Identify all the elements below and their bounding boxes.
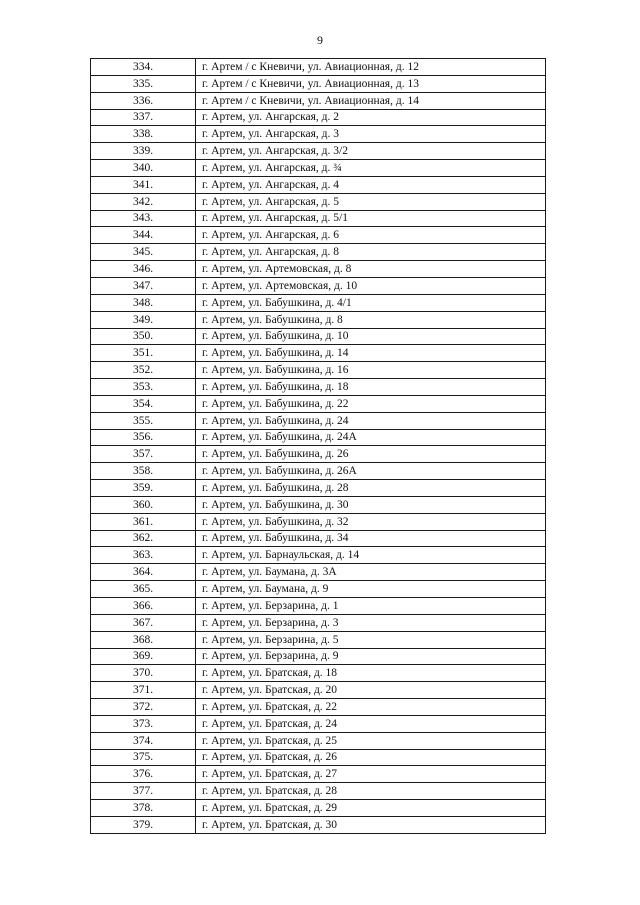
row-number: 335. <box>91 75 196 92</box>
table-row <box>91 648 546 665</box>
row-address: г. Артем, ул. Братская, д. 20 <box>196 682 546 699</box>
table-row <box>91 614 546 631</box>
row-address: г. Артем, ул. Бабушкина, д. 24 <box>196 412 546 429</box>
table-row <box>91 665 546 682</box>
table-row <box>91 362 546 379</box>
row-address: г. Артем, ул. Бабушкина, д. 26 <box>196 446 546 463</box>
row-number: 340. <box>91 160 196 177</box>
row-address: г. Артем, ул. Бабушкина, д. 30 <box>196 496 546 513</box>
row-number: 339. <box>91 143 196 160</box>
table-row <box>91 513 546 530</box>
table-row <box>91 176 546 193</box>
row-address: г. Артем, ул. Братская, д. 29 <box>196 800 546 817</box>
row-address: г. Артем, ул. Бабушкина, д. 16 <box>196 362 546 379</box>
row-number: 349. <box>91 311 196 328</box>
table-row <box>91 311 546 328</box>
address-table-body <box>91 59 546 834</box>
row-address: г. Артем, ул. Барнаульская, д. 14 <box>196 547 546 564</box>
table-row <box>91 463 546 480</box>
table-row <box>91 379 546 396</box>
table-row <box>91 564 546 581</box>
row-number: 365. <box>91 581 196 598</box>
table-row <box>91 699 546 716</box>
row-number: 346. <box>91 261 196 278</box>
row-number: 360. <box>91 496 196 513</box>
table-row <box>91 143 546 160</box>
row-address: г. Артем, ул. Бабушкина, д. 32 <box>196 513 546 530</box>
row-address: г. Артем, ул. Бабушкина, д. 26А <box>196 463 546 480</box>
row-address: г. Артем, ул. Братская, д. 22 <box>196 699 546 716</box>
row-address: г. Артем, ул. Бабушкина, д. 14 <box>196 345 546 362</box>
row-address: г. Артем, ул. Ангарская, д. 3/2 <box>196 143 546 160</box>
table-row <box>91 126 546 143</box>
row-number: 343. <box>91 210 196 227</box>
row-address: г. Артем, ул. Бабушкина, д. 24А <box>196 429 546 446</box>
row-number: 373. <box>91 715 196 732</box>
row-number: 376. <box>91 766 196 783</box>
row-address: г. Артем, ул. Братская, д. 25 <box>196 732 546 749</box>
row-address: г. Артем, ул. Берзарина, д. 5 <box>196 631 546 648</box>
row-number: 369. <box>91 648 196 665</box>
table-row <box>91 715 546 732</box>
row-number: 357. <box>91 446 196 463</box>
row-number: 378. <box>91 800 196 817</box>
row-number: 367. <box>91 614 196 631</box>
row-address: г. Артем / с Кневичи, ул. Авиационная, д. 13 <box>196 75 546 92</box>
row-address: г. Артем, ул. Артемовская, д. 8 <box>196 261 546 278</box>
row-number: 356. <box>91 429 196 446</box>
row-number: 364. <box>91 564 196 581</box>
row-address: г. Артем, ул. Ангарская, д. ¾ <box>196 160 546 177</box>
row-number: 347. <box>91 277 196 294</box>
row-address: г. Артем, ул. Ангарская, д. 4 <box>196 176 546 193</box>
table-row <box>91 547 546 564</box>
table-row <box>91 480 546 497</box>
table-row <box>91 800 546 817</box>
table-row <box>91 160 546 177</box>
table-row <box>91 277 546 294</box>
row-address: г. Артем, ул. Братская, д. 18 <box>196 665 546 682</box>
row-address: г. Артем / с Кневичи, ул. Авиационная, д. 12 <box>196 59 546 76</box>
table-row <box>91 766 546 783</box>
row-number: 371. <box>91 682 196 699</box>
row-address: г. Артем, ул. Бабушкина, д. 18 <box>196 379 546 396</box>
row-number: 355. <box>91 412 196 429</box>
row-number: 338. <box>91 126 196 143</box>
table-row <box>91 429 546 446</box>
row-address: г. Артем, ул. Берзарина, д. 1 <box>196 598 546 615</box>
row-number: 345. <box>91 244 196 261</box>
row-address: г. Артем, ул. Бабушкина, д. 8 <box>196 311 546 328</box>
table-row <box>91 783 546 800</box>
row-number: 350. <box>91 328 196 345</box>
row-number: 372. <box>91 699 196 716</box>
table-row <box>91 294 546 311</box>
row-address: г. Артем, ул. Ангарская, д. 5 <box>196 193 546 210</box>
row-number: 353. <box>91 379 196 396</box>
table-row <box>91 732 546 749</box>
row-address: г. Артем / с Кневичи, ул. Авиационная, д. 14 <box>196 92 546 109</box>
row-address: г. Артем, ул. Ангарская, д. 2 <box>196 109 546 126</box>
row-address: г. Артем, ул. Бабушкина, д. 34 <box>196 530 546 547</box>
row-number: 368. <box>91 631 196 648</box>
table-row <box>91 496 546 513</box>
table-row <box>91 598 546 615</box>
row-address: г. Артем, ул. Берзарина, д. 3 <box>196 614 546 631</box>
row-address: г. Артем, ул. Баумана, д. 9 <box>196 581 546 598</box>
row-number: 337. <box>91 109 196 126</box>
row-number: 363. <box>91 547 196 564</box>
row-address: г. Артем, ул. Артемовская, д. 10 <box>196 277 546 294</box>
table-row <box>91 227 546 244</box>
row-address: г. Артем, ул. Ангарская, д. 5/1 <box>196 210 546 227</box>
row-number: 370. <box>91 665 196 682</box>
table-row <box>91 193 546 210</box>
table-row <box>91 328 546 345</box>
row-address: г. Артем, ул. Ангарская, д. 3 <box>196 126 546 143</box>
table-row <box>91 244 546 261</box>
table-row <box>91 581 546 598</box>
table-row <box>91 446 546 463</box>
row-address: г. Артем, ул. Бабушкина, д. 4/1 <box>196 294 546 311</box>
row-address: г. Артем, ул. Бабушкина, д. 10 <box>196 328 546 345</box>
table-row <box>91 631 546 648</box>
row-number: 336. <box>91 92 196 109</box>
table-row <box>91 530 546 547</box>
row-number: 379. <box>91 816 196 833</box>
page-number: 9 <box>317 33 323 47</box>
row-address: г. Артем, ул. Баумана, д. 3А <box>196 564 546 581</box>
row-address: г. Артем, ул. Братская, д. 24 <box>196 715 546 732</box>
row-number: 352. <box>91 362 196 379</box>
table-row <box>91 749 546 766</box>
row-address: г. Артем, ул. Ангарская, д. 8 <box>196 244 546 261</box>
row-address: г. Артем, ул. Берзарина, д. 9 <box>196 648 546 665</box>
row-address: г. Артем, ул. Братская, д. 30 <box>196 816 546 833</box>
row-number: 362. <box>91 530 196 547</box>
row-number: 374. <box>91 732 196 749</box>
address-table <box>90 58 546 834</box>
table-row <box>91 59 546 76</box>
row-address: г. Артем, ул. Ангарская, д. 6 <box>196 227 546 244</box>
table-row <box>91 412 546 429</box>
table-row <box>91 109 546 126</box>
row-number: 366. <box>91 598 196 615</box>
row-address: г. Артем, ул. Братская, д. 26 <box>196 749 546 766</box>
row-number: 344. <box>91 227 196 244</box>
row-number: 348. <box>91 294 196 311</box>
row-number: 341. <box>91 176 196 193</box>
row-number: 334. <box>91 59 196 76</box>
table-row <box>91 261 546 278</box>
row-number: 358. <box>91 463 196 480</box>
table-row <box>91 92 546 109</box>
row-number: 377. <box>91 783 196 800</box>
row-address: г. Артем, ул. Бабушкина, д. 22 <box>196 395 546 412</box>
row-address: г. Артем, ул. Бабушкина, д. 28 <box>196 480 546 497</box>
table-row <box>91 682 546 699</box>
table-row <box>91 345 546 362</box>
row-number: 359. <box>91 480 196 497</box>
row-number: 361. <box>91 513 196 530</box>
row-number: 351. <box>91 345 196 362</box>
row-address: г. Артем, ул. Братская, д. 27 <box>196 766 546 783</box>
row-number: 375. <box>91 749 196 766</box>
row-number: 354. <box>91 395 196 412</box>
row-address: г. Артем, ул. Братская, д. 28 <box>196 783 546 800</box>
table-row <box>91 816 546 833</box>
table-row <box>91 75 546 92</box>
table-row <box>91 210 546 227</box>
table-row <box>91 395 546 412</box>
row-number: 342. <box>91 193 196 210</box>
